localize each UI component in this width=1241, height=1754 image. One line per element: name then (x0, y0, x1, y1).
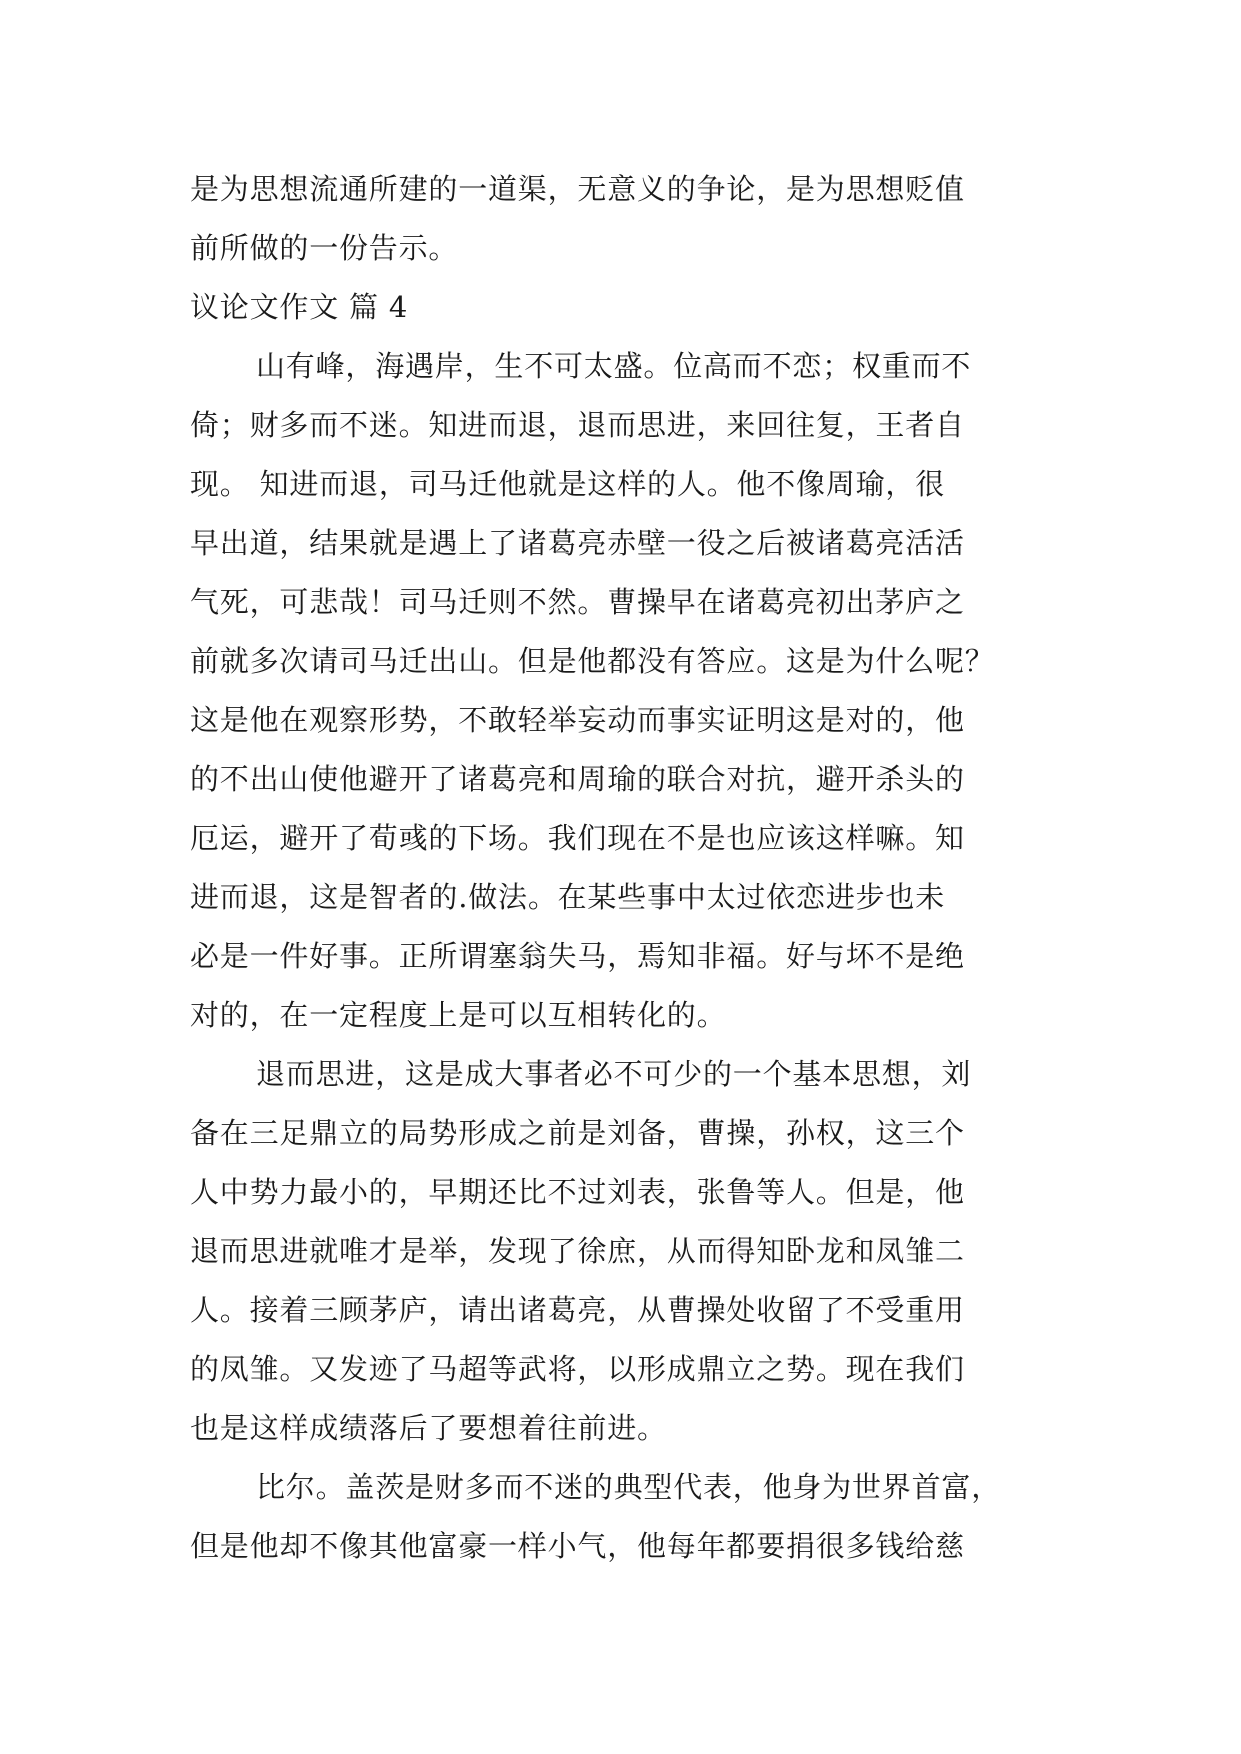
text-line: 也是这样成绩落后了要想着往前进。 (190, 1411, 667, 1445)
section-heading: 议论文作文 篇 4 (190, 290, 409, 324)
text-line: 但是他却不像其他富豪一样小气，他每年都要捐很多钱给慈 (190, 1529, 965, 1563)
text-line: 早出道，结果就是遇上了诸葛亮赤壁一役之后被诸葛亮活活 (190, 526, 965, 560)
text-line: 的凤雏。又发迹了马超等武将，以形成鼎立之势。现在我们 (190, 1352, 965, 1386)
text-line: 对的，在一定程度上是可以互相转化的。 (190, 998, 727, 1032)
text-line: 人。接着三顾茅庐，请出诸葛亮，从曹操处收留了不受重用 (190, 1293, 965, 1327)
text-line: 备在三足鼎立的局势形成之前是刘备，曹操，孙权，这三个 (190, 1116, 965, 1150)
text-line: 这是他在观察形势，不敢轻举妄动而事实证明这是对的，他 (190, 703, 965, 737)
document-page (190, 160, 1052, 1576)
text-line: 气死，可悲哉！司马迁则不然。曹操早在诸葛亮初出茅庐之 (190, 585, 965, 619)
text-line: 的不出山使他避开了诸葛亮和周瑜的联合对抗，避开杀头的 (190, 762, 965, 796)
text-line: 前就多次请司马迁出山。但是他都没有答应。这是为什么呢？ (190, 644, 995, 678)
paragraph-first-line: 山有峰，海遇岸，生不可太盛。位高而不恋；权重而不 (256, 349, 972, 383)
paragraph-first-line: 比尔。盖茨是财多而不迷的典型代表，他身为世界首富， (256, 1470, 1002, 1504)
text-line: 厄运，避开了荀彧的下场。我们现在不是也应该这样嘛。知 (190, 821, 965, 855)
text-line: 退而思进就唯才是举，发现了徐庶，从而得知卧龙和凤雏二 (190, 1234, 965, 1268)
text-line: 人中势力最小的，早期还比不过刘表，张鲁等人。但是，他 (190, 1175, 965, 1209)
text-line: 前所做的一份告示。 (190, 231, 459, 265)
text-line: 现。 知进而退，司马迁他就是这样的人。他不像周瑜，很 (190, 467, 946, 501)
text-line: 必是一件好事。正所谓塞翁失马，焉知非福。好与坏不是绝 (190, 939, 965, 973)
paragraph-first-line: 退而思进，这是成大事者必不可少的一个基本思想，刘 (256, 1057, 972, 1091)
text-line: 倚；财多而不迷。知进而退，退而思进，来回往复，王者自 (190, 408, 965, 442)
text-line: 进而退，这是智者的.做法。在某些事中太过依恋进步也未 (190, 880, 946, 914)
text-line: 是为思想流通所建的一道渠，无意义的争论，是为思想贬值 (190, 172, 965, 206)
